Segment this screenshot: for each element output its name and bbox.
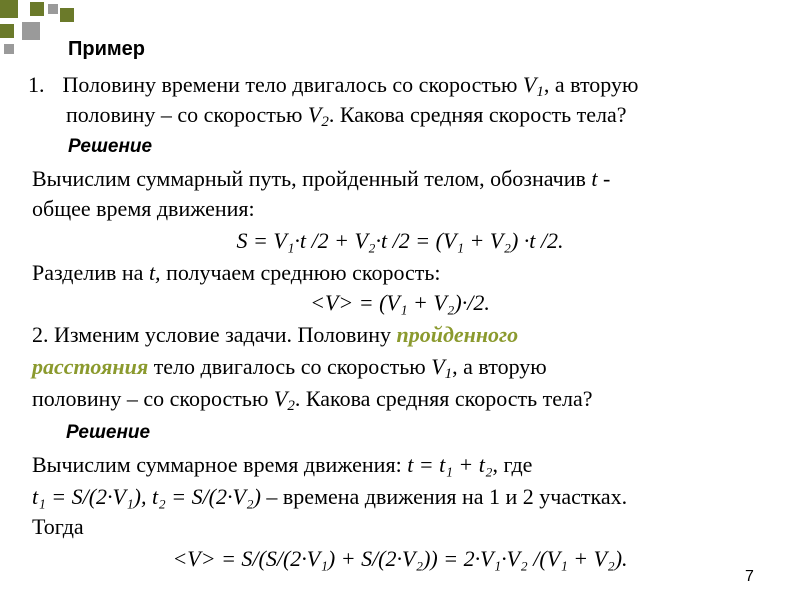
deco-square xyxy=(4,44,14,54)
problem2-line6: Тогда xyxy=(32,514,84,539)
problem1-line3: Вычислим суммарный путь, пройденный телом, обозначив t - xyxy=(32,166,611,191)
solution-label-2: Решение xyxy=(66,422,151,443)
deco-square xyxy=(0,24,14,38)
problem1-line5: Разделив на t, получаем среднюю скорость: xyxy=(32,260,441,285)
problem2-line2: расстояния тело двигалось со скоростью $V_1$, а вторую xyxy=(32,354,547,382)
slide-title: Пример xyxy=(68,38,146,60)
deco-square xyxy=(60,8,74,22)
formula-path: S = V₁·t /2 + V₂·t /2 = (V₁ + V₂) ·t /2. xyxy=(236,228,564,253)
problem2-line4: Вычислим суммарное время движения: t = t₁ + t₂, где xyxy=(32,452,533,477)
formula-average-speed-2: <V> = S/(S/(2·V₁) + S/(2·V₂)) = 2·V₁·V₂ /(V₁ + V₂). xyxy=(172,546,628,571)
page-number: 7 xyxy=(745,568,754,585)
problem1-line4: общее время движения: xyxy=(32,196,255,221)
problem-number: 1. xyxy=(28,72,45,97)
deco-square xyxy=(0,0,18,18)
formula-average-speed-1: <V> = (V₁ + V₂)·/2. xyxy=(310,290,490,315)
deco-square xyxy=(30,2,44,16)
problem1-line2: половину – со скоростью $V_2$. Какова средняя скорость тела? xyxy=(66,102,627,130)
problem1-line1: 1. Половину времени тело двигалось со скоростью $V_1$, а вторую xyxy=(28,72,639,100)
problem2-line5: t₁ = S/(2·V₁), t₂ = S/(2·V₂) – времена движения на 1 и 2 участках. xyxy=(32,484,628,509)
problem2-line1: 2. Изменим условие задачи. Половину пройденного xyxy=(32,322,519,347)
deco-square xyxy=(48,4,58,14)
problem2-line3: половину – со скоростью $V_2$. Какова средняя скорость тела? xyxy=(32,386,593,414)
solution-label-1: Решение xyxy=(68,136,153,157)
deco-square xyxy=(22,22,40,40)
